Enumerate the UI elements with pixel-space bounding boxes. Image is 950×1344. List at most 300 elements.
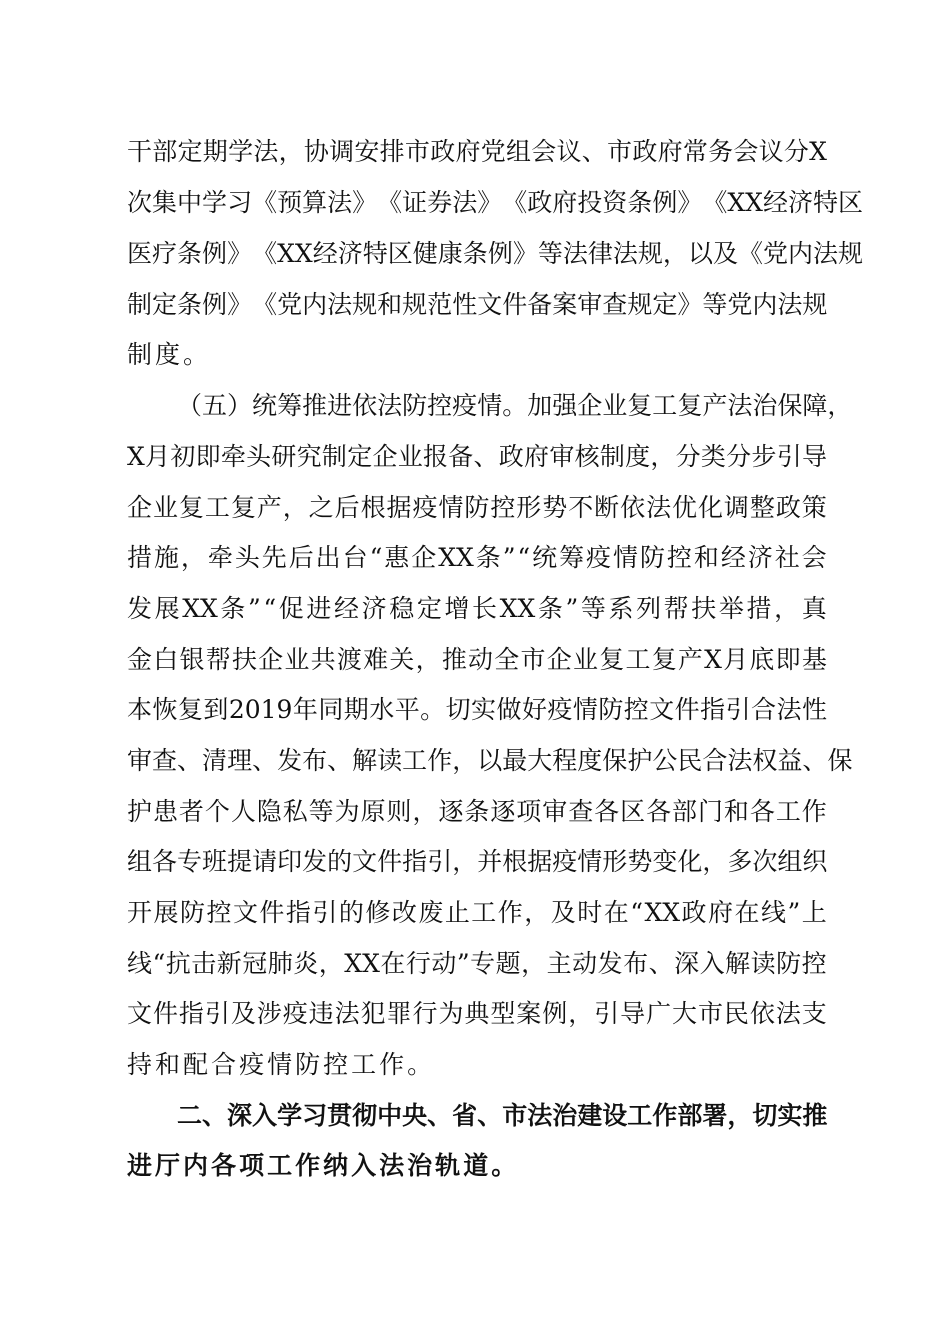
text-glyph: 社 [774, 543, 800, 572]
text-glyph: 性 [801, 695, 827, 724]
text-glyph: 条 [627, 188, 653, 217]
text-glyph: 资 [602, 188, 628, 217]
text-glyph: 平 [394, 695, 420, 724]
text-glyph: 《 [702, 188, 728, 217]
text-glyph: 学 [277, 1101, 303, 1130]
text-glyph: 促 [278, 594, 304, 623]
text-glyph: 水 [369, 695, 395, 724]
text-glyph: 依 [749, 999, 775, 1028]
text-glyph: “ [369, 543, 383, 572]
text-glyph: 复 [177, 695, 203, 724]
text-glyph: 法 [527, 1101, 553, 1130]
text-glyph: ， [524, 898, 550, 927]
text-glyph: 法 [452, 188, 478, 217]
text-glyph: 市 [607, 137, 633, 166]
text-glyph: 主 [546, 949, 572, 978]
text-glyph: 复 [627, 391, 653, 420]
text-glyph: 署 [702, 1101, 728, 1130]
text-glyph: 复 [677, 391, 703, 420]
text-glyph: 期 [202, 137, 228, 166]
text-glyph: 清 [202, 746, 228, 775]
text-glyph: 疫 [552, 847, 578, 876]
text-glyph: 产 [702, 391, 728, 420]
text-glyph: 惠 [384, 543, 410, 572]
text-glyph: 府 [524, 442, 550, 471]
text-glyph: “ [263, 594, 277, 623]
text-glyph: 次 [127, 188, 153, 217]
text-glyph: 化 [697, 493, 723, 522]
text-glyph: 党 [762, 239, 788, 268]
text-glyph: 读 [750, 949, 776, 978]
text-glyph: 保 [827, 746, 853, 775]
text-glyph: 导 [620, 999, 646, 1028]
text-glyph: 在 [734, 898, 760, 927]
text-glyph: 案 [552, 290, 578, 319]
text-glyph: 作 [801, 797, 827, 826]
text-line [177, 386, 853, 426]
text-glyph: 增 [444, 594, 470, 623]
text-glyph: 展 [153, 898, 179, 927]
text-glyph: 底 [749, 645, 775, 674]
text-glyph: 、 [177, 746, 203, 775]
text-glyph: 头 [234, 543, 260, 572]
text-glyph: 废 [418, 898, 444, 927]
text-line [127, 1045, 827, 1085]
text-glyph: 据 [386, 493, 412, 522]
text-glyph: 彻 [352, 1101, 378, 1130]
text-glyph: “ [152, 949, 166, 978]
text-glyph: “ [630, 898, 643, 927]
text-glyph: 引 [312, 898, 338, 927]
section-heading-line [127, 1146, 827, 1186]
text-glyph: 会 [733, 137, 759, 166]
text-glyph: 条 [537, 594, 563, 623]
text-glyph: 党 [277, 290, 303, 319]
text-glyph: 等 [308, 797, 334, 826]
text-glyph: 调 [329, 137, 355, 166]
text-glyph: 整 [749, 493, 775, 522]
text-glyph: 分 [783, 137, 809, 166]
text-glyph: 》 [352, 188, 378, 217]
text-glyph: 市 [697, 999, 723, 1028]
text-glyph: 部 [152, 137, 178, 166]
text-glyph: 逐 [490, 797, 516, 826]
text-glyph: 学 [228, 137, 254, 166]
text-glyph: 止 [444, 898, 470, 927]
text-glyph: 举 [718, 594, 744, 623]
text-glyph: 势 [627, 847, 653, 876]
text-glyph: 轨 [435, 1151, 464, 1180]
text-glyph: 《 [737, 239, 763, 268]
text-glyph: 布 [623, 949, 649, 978]
text-glyph: 》 [227, 239, 253, 268]
text-glyph: 中 [177, 188, 203, 217]
text-glyph: 特 [813, 188, 839, 217]
text-glyph: 习 [302, 1101, 328, 1130]
text-glyph: 、 [427, 1101, 453, 1130]
text-glyph: 范 [427, 290, 453, 319]
text-glyph: 作 [295, 1151, 324, 1180]
text-glyph: 头 [246, 442, 272, 471]
text-glyph: ， [452, 847, 478, 876]
text-glyph: 广 [646, 999, 672, 1028]
text-glyph: 条 [462, 239, 488, 268]
text-glyph: 犯 [360, 999, 386, 1028]
text-glyph: 。 [491, 1151, 520, 1180]
text-glyph: 疫 [452, 391, 478, 420]
text-glyph: 济 [361, 594, 387, 623]
text-glyph: 形 [602, 847, 628, 876]
text-glyph: 合 [211, 1050, 240, 1079]
text-glyph: 保 [602, 746, 628, 775]
text-line [127, 994, 827, 1034]
text-glyph: 进 [327, 391, 353, 420]
text-glyph: 查 [602, 290, 628, 319]
text-glyph: ， [827, 391, 853, 420]
text-glyph: 在 [380, 949, 406, 978]
text-glyph: 件 [674, 695, 700, 724]
text-glyph: 冠 [242, 949, 268, 978]
text-glyph: 证 [402, 188, 428, 217]
text-glyph: 规 [402, 290, 428, 319]
text-glyph: 深 [674, 949, 700, 978]
text-glyph: 工 [627, 1101, 653, 1130]
text-glyph: 行 [412, 999, 438, 1028]
text-glyph: 。 [407, 1050, 436, 1079]
text-glyph: 制 [127, 340, 156, 369]
text-glyph: ， [521, 949, 547, 978]
text-line [127, 944, 827, 984]
text-glyph: 》 [677, 290, 703, 319]
text-glyph: ， [282, 493, 308, 522]
text-glyph: 健 [412, 239, 438, 268]
text-glyph: 合 [751, 695, 777, 724]
text-glyph: X [809, 137, 827, 166]
text-glyph: 纳 [323, 1151, 352, 1180]
text-glyph: 作 [379, 1050, 408, 1079]
text-glyph: 炎 [293, 949, 319, 978]
text-glyph: 投 [577, 188, 603, 217]
text-line [127, 234, 864, 274]
text-glyph: 和 [377, 290, 403, 319]
text-glyph: XX [438, 543, 474, 572]
text-glyph: 推 [441, 645, 467, 674]
text-glyph: 分 [726, 442, 752, 471]
text-glyph: 控 [666, 543, 692, 572]
text-glyph: 筹 [559, 543, 585, 572]
text-glyph: 法 [813, 239, 839, 268]
text-glyph: 各 [749, 797, 775, 826]
text-glyph: 罪 [386, 999, 412, 1028]
text-glyph: 门 [697, 797, 723, 826]
text-glyph: 控 [623, 695, 649, 724]
text-glyph: 展 [154, 594, 180, 623]
text-glyph: 贯 [327, 1101, 353, 1130]
text-glyph: 布 [302, 746, 328, 775]
text-glyph: ， [415, 645, 441, 674]
text-glyph: 道 [463, 1151, 492, 1180]
text-glyph: 复 [599, 645, 625, 674]
text-glyph: 恢 [152, 695, 178, 724]
text-glyph: 务 [708, 137, 734, 166]
text-line [127, 437, 827, 477]
text-glyph: 入 [252, 1101, 278, 1130]
text-glyph: 复 [651, 645, 677, 674]
text-glyph: 治 [552, 1101, 578, 1130]
text-glyph: 防 [179, 898, 205, 927]
text-glyph: 例 [652, 188, 678, 217]
text-glyph: 券 [427, 188, 453, 217]
text-glyph: 步 [751, 442, 777, 471]
text-glyph: 切 [445, 695, 471, 724]
text-glyph: 根 [502, 847, 528, 876]
text-glyph: 产 [256, 493, 282, 522]
text-glyph: 预 [277, 188, 303, 217]
text-glyph: 月 [145, 442, 171, 471]
text-glyph: 法 [727, 746, 753, 775]
text-line [127, 488, 827, 528]
text-glyph: 内 [788, 239, 814, 268]
text-glyph: 政 [775, 493, 801, 522]
text-glyph: 违 [308, 999, 334, 1028]
text-glyph: 控 [801, 949, 827, 978]
text-glyph: 指 [285, 898, 311, 927]
text-glyph: 济 [747, 543, 773, 572]
text-glyph: 解 [352, 746, 378, 775]
text-glyph: 列 [636, 594, 662, 623]
text-glyph: 引 [776, 442, 802, 471]
text-glyph: 推 [302, 391, 328, 420]
text-glyph: 康 [437, 239, 463, 268]
text-glyph: 排 [379, 137, 405, 166]
text-glyph: 做 [496, 695, 522, 724]
text-glyph: 规 [637, 239, 663, 268]
text-glyph: 优 [672, 493, 698, 522]
text-glyph: ， [452, 746, 478, 775]
text-glyph: 内 [183, 1151, 212, 1180]
text-glyph: 法 [775, 999, 801, 1028]
text-glyph: 央 [402, 1101, 428, 1130]
text-glyph: 私 [282, 797, 308, 826]
text-glyph: 业 [602, 391, 628, 420]
text-glyph: 统 [252, 391, 278, 420]
text-glyph: 请 [252, 847, 278, 876]
text-glyph: 定 [652, 290, 678, 319]
text-glyph: 防 [464, 493, 490, 522]
text-glyph: ” [248, 594, 261, 623]
text-glyph: 依 [352, 391, 378, 420]
text-glyph: 组 [127, 847, 153, 876]
text-glyph: X [704, 645, 722, 674]
text-glyph: 业 [572, 645, 598, 674]
text-glyph: 会 [531, 137, 557, 166]
text-glyph: 文 [649, 695, 675, 724]
text-glyph: 抗 [165, 949, 191, 978]
text-glyph: 干 [127, 137, 153, 166]
text-glyph: 专 [177, 847, 203, 876]
text-glyph: ， [318, 949, 344, 978]
text-glyph: 动 [431, 949, 457, 978]
text-glyph: ， [278, 137, 304, 166]
text-glyph: XX [344, 949, 380, 978]
text-glyph: 规 [627, 290, 653, 319]
text-glyph: 动 [468, 645, 494, 674]
text-glyph: 难 [363, 645, 389, 674]
text-glyph: ） [227, 391, 253, 420]
text-glyph: 支 [801, 999, 827, 1028]
text-glyph: 规 [352, 290, 378, 319]
text-glyph: 政 [527, 188, 553, 217]
text-glyph: 企 [372, 442, 398, 471]
text-glyph: 规 [802, 290, 828, 319]
text-glyph: 经 [312, 239, 338, 268]
text-glyph: 复 [230, 493, 256, 522]
text-glyph: 月 [723, 645, 749, 674]
text-glyph: 提 [227, 847, 253, 876]
text-glyph: 律 [587, 239, 613, 268]
text-glyph: 隐 [256, 797, 282, 826]
text-glyph: 等 [702, 290, 728, 319]
text-glyph: 金 [127, 645, 153, 674]
text-glyph: 调 [723, 493, 749, 522]
text-glyph: 《 [252, 290, 278, 319]
text-glyph: 为 [334, 797, 360, 826]
text-glyph: 工 [267, 1151, 296, 1180]
text-glyph: 府 [552, 188, 578, 217]
text-glyph: 条 [475, 543, 501, 572]
text-glyph: 、 [202, 1101, 228, 1130]
text-glyph: 程 [552, 746, 578, 775]
text-glyph: 民 [677, 746, 703, 775]
text-glyph: 发 [277, 746, 303, 775]
text-glyph: 工 [471, 898, 497, 927]
text-glyph: 势 [542, 493, 568, 522]
text-glyph: 后 [334, 493, 360, 522]
text-glyph: 和 [693, 543, 719, 572]
text-glyph: 审 [549, 442, 575, 471]
text-glyph: 引 [204, 999, 230, 1028]
text-glyph: 、 [252, 746, 278, 775]
text-glyph: 帮 [663, 594, 689, 623]
text-glyph: 深 [227, 1101, 253, 1130]
text-glyph: 持 [127, 1050, 156, 1079]
text-glyph: 法 [377, 391, 403, 420]
text-glyph: 扶 [691, 594, 717, 623]
text-glyph: 例 [202, 290, 228, 319]
text-glyph: 到 [203, 695, 229, 724]
text-glyph: 组 [505, 137, 531, 166]
text-glyph: 常 [682, 137, 708, 166]
text-glyph: 度 [625, 442, 651, 471]
text-glyph: 在 [603, 898, 629, 927]
text-glyph: 查 [568, 797, 594, 826]
text-glyph: 护 [127, 797, 153, 826]
text-glyph: 行 [405, 949, 431, 978]
text-line [127, 640, 827, 680]
text-glyph: 渡 [336, 645, 362, 674]
text-glyph: 文 [127, 999, 153, 1028]
text-glyph: 和 [723, 797, 749, 826]
text-glyph: 济 [788, 188, 814, 217]
text-glyph: 协 [303, 137, 329, 166]
text-glyph: 修 [365, 898, 391, 927]
text-line [127, 285, 827, 325]
text-glyph: 》 [512, 239, 538, 268]
text-glyph: 法 [334, 999, 360, 1028]
text-glyph: 规 [838, 239, 864, 268]
text-glyph: 强 [552, 391, 578, 420]
text-glyph: 党 [480, 137, 506, 166]
text-glyph: 各 [594, 797, 620, 826]
text-glyph: 期 [343, 695, 369, 724]
text-glyph: 及 [550, 898, 576, 927]
text-glyph: 类 [700, 442, 726, 471]
text-glyph: 审 [542, 797, 568, 826]
text-glyph: 涉 [256, 999, 282, 1028]
text-glyph: XX [182, 594, 218, 623]
text-glyph: 推 [802, 1101, 828, 1130]
text-glyph: 各 [211, 1151, 240, 1180]
text-glyph: 引 [427, 847, 453, 876]
text-glyph: 、 [473, 442, 499, 471]
text-glyph: 政 [632, 137, 658, 166]
text-glyph: 白 [153, 645, 179, 674]
text-glyph: 、 [477, 1101, 503, 1130]
text-glyph: 例 [487, 239, 513, 268]
text-line [127, 893, 827, 933]
text-glyph: 》 [227, 290, 253, 319]
text-glyph: 指 [402, 847, 428, 876]
text-glyph: 读 [377, 746, 403, 775]
text-glyph: 牵 [220, 442, 246, 471]
text-glyph: 帮 [205, 645, 231, 674]
text-line [127, 842, 827, 882]
text-glyph: 疫 [412, 493, 438, 522]
text-glyph: 条 [220, 594, 246, 623]
text-glyph: 工 [652, 391, 678, 420]
text-glyph: 长 [472, 594, 498, 623]
text-glyph: 的 [338, 898, 364, 927]
text-glyph: 原 [360, 797, 386, 826]
text-glyph: 查 [152, 746, 178, 775]
text-line [127, 183, 864, 223]
text-glyph: 业 [152, 493, 178, 522]
text-glyph: 筹 [277, 391, 303, 420]
text-glyph: 府 [708, 898, 734, 927]
text-glyph: 文 [477, 290, 503, 319]
text-glyph: 工 [204, 493, 230, 522]
text-glyph: 2019 [228, 695, 293, 724]
text-glyph: 以 [477, 746, 503, 775]
text-glyph: 引 [725, 695, 751, 724]
text-glyph: 报 [422, 442, 448, 471]
text-glyph: 政 [498, 442, 524, 471]
text-glyph: 个 [204, 797, 230, 826]
text-glyph: 工 [775, 797, 801, 826]
text-glyph: 中 [377, 1101, 403, 1130]
text-glyph: 府 [657, 137, 683, 166]
text-glyph: 控 [490, 493, 516, 522]
text-glyph: 区 [620, 797, 646, 826]
text-glyph: 疫 [282, 999, 308, 1028]
text-glyph: 专 [470, 949, 496, 978]
text-glyph: 台 [342, 543, 368, 572]
text-glyph: 之 [308, 493, 334, 522]
text-glyph: 引 [594, 999, 620, 1028]
text-glyph: 逐 [438, 797, 464, 826]
text-glyph: 政 [430, 137, 456, 166]
text-glyph: 指 [178, 999, 204, 1028]
